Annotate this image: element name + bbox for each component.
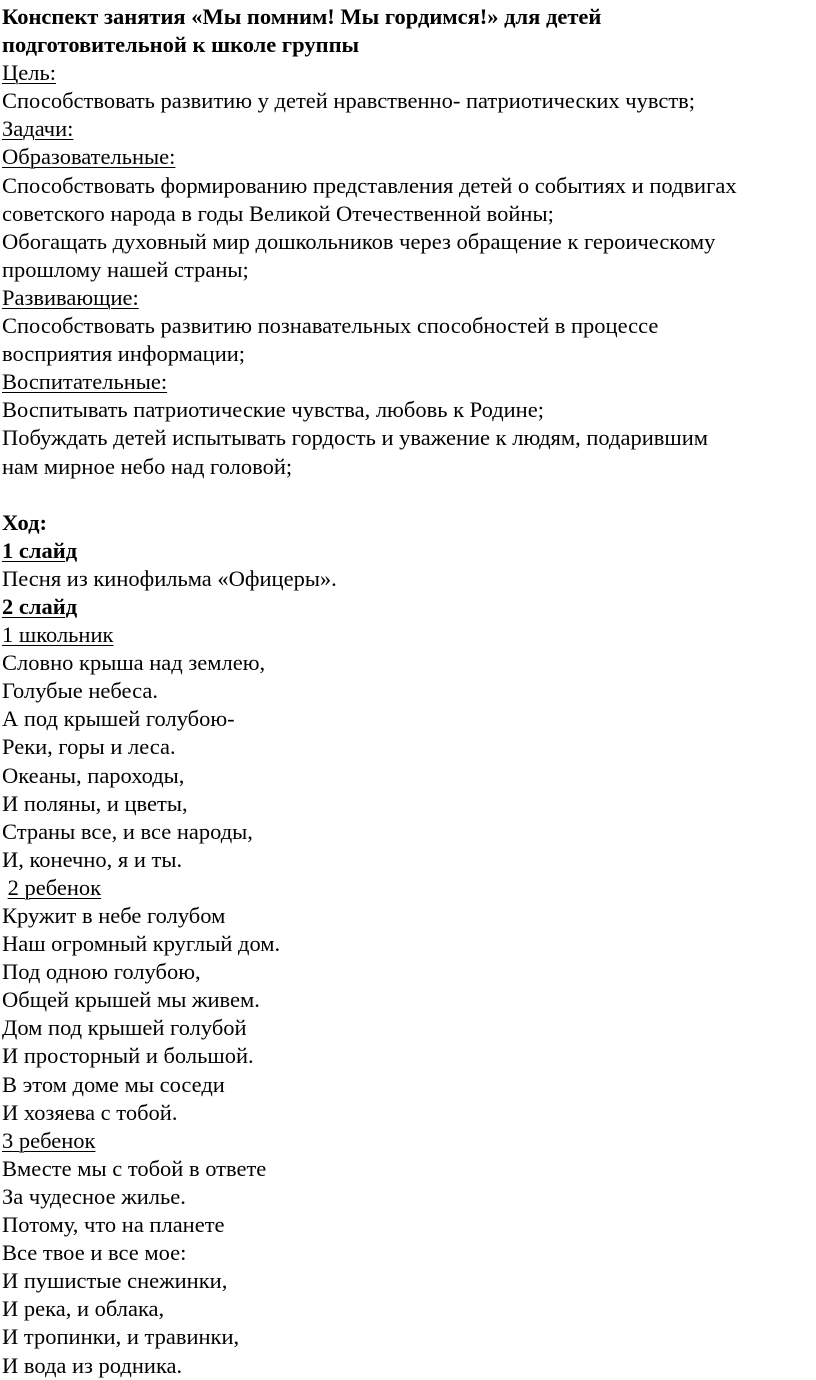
educational-line: Обогащать духовный мир дошкольников через обращение к героическому [2,228,716,254]
educational-line: советского народа в годы Великой Отечественной войны; [2,200,554,226]
poem-line: И река, и облака, [2,1296,165,1322]
poem-line: И вода из родника. [2,1352,183,1378]
slide-1-label: 1 слайд [2,537,78,563]
poem-line: Словно крыша над землею, [2,650,266,676]
poem-line: Страны все, и все народы, [2,818,253,844]
document-title-line-1: Конспект занятия «Мы помним! Мы гордимся!» для детей [2,4,602,29]
poem-line: И, конечно, я и ты. [2,846,183,872]
poem-line: И хозяева с тобой. [2,1099,178,1125]
upbringing-line: нам мирное небо над головой; [2,453,293,479]
educational-line: прошлому нашей страны; [2,256,249,282]
poem-line: Океаны, пароходы, [2,762,185,788]
goal-text: Способствовать развитию у детей нравственно- патриотических чувств; [2,88,696,114]
speaker-1-label: 1 школьник [2,622,114,648]
poem-line: И тропинки, и травинки, [2,1324,240,1350]
poem-line: Под одною голубою, [2,959,201,985]
poem-line: Все твое и все мое: [2,1240,187,1266]
poem-line: Общей крышей мы живем. [2,987,260,1013]
developmental-label: Развивающие: [2,284,139,310]
poem-line: Наш огромный круглый дом. [2,931,281,957]
educational-line: Способствовать формированию представления детей о событиях и подвигах [2,172,737,198]
slide-2-label: 2 слайд [2,593,78,619]
document-page [2,3,812,1380]
document-title-line-2: подготовительной к школе группы [2,32,360,58]
developmental-line: Способствовать развитию познавательных способностей в процессе [2,313,659,339]
slide-1-text: Песня из кинофильма «Офицеры». [2,565,337,591]
blank-line [2,481,812,509]
poem-line: За чудесное жилье. [2,1183,186,1209]
poem-line: И поляны, и цветы, [2,790,188,816]
tasks-label: Задачи: [2,116,74,142]
poem-line: И пушистые снежинки, [2,1268,228,1294]
speaker-2-label: 2 ребенок [7,874,102,900]
poem-line: Кружит в небе голубом [2,903,226,928]
poem-line: В этом доме мы соседи [2,1071,225,1097]
poem-line: И просторный и большой. [2,1043,254,1069]
goal-label: Цель: [2,60,56,86]
poem-line: Дом под крышей голубой [2,1015,247,1041]
upbringing-label: Воспитательные: [2,369,168,395]
poem-line: Голубые небеса. [2,678,158,704]
poem-line: А под крышей голубою- [2,706,235,732]
developmental-line: восприятия информации; [2,341,246,367]
poem-line: Реки, горы и леса. [2,734,176,760]
course-label: Ход: [2,509,48,535]
upbringing-line: Воспитывать патриотические чувства, любовь к Родине; [2,397,544,423]
speaker-3-label: 3 ребенок [2,1127,96,1153]
poem-line: Потому, что на планете [2,1212,225,1238]
educational-label: Образовательные: [2,144,176,170]
upbringing-line: Побуждать детей испытывать гордость и уважение к людям, подарившим [2,425,708,451]
poem-line: Вместе мы с тобой в ответе [2,1155,267,1181]
